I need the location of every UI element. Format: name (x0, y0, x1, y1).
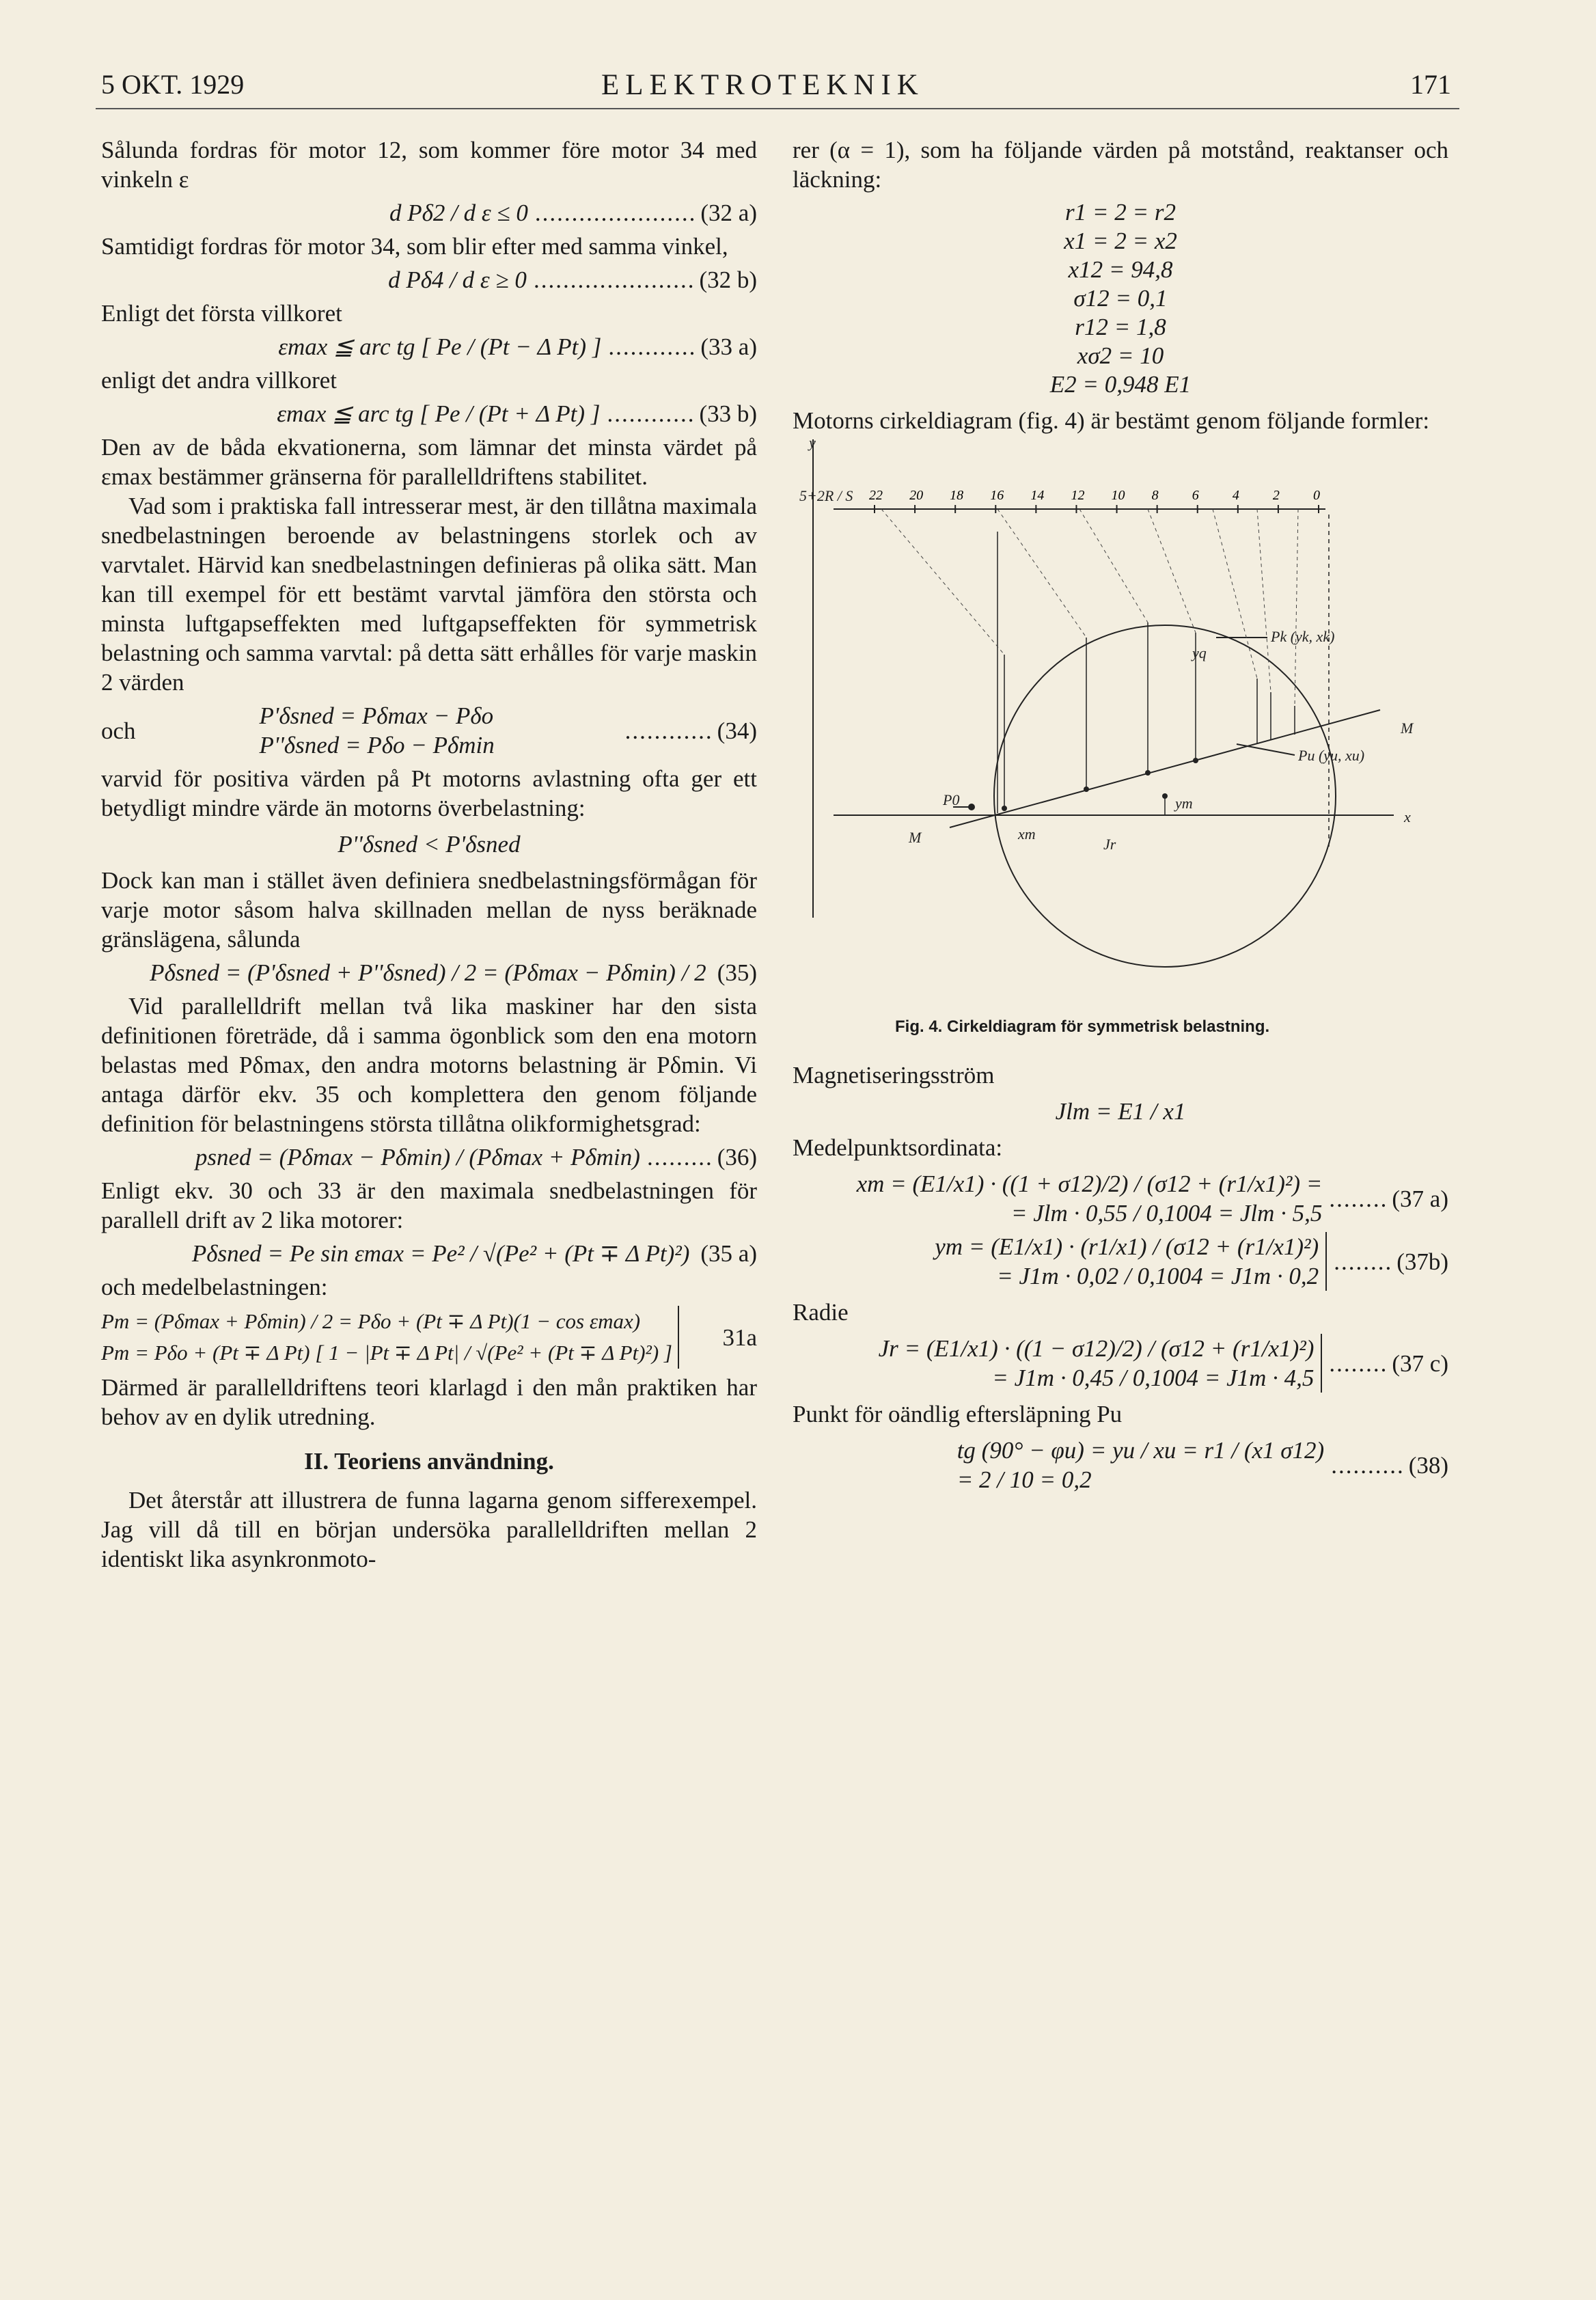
scale-tick-label: 16 (990, 488, 1004, 503)
scale-tick-label: 8 (1151, 488, 1159, 503)
label-M-right: M (1401, 720, 1414, 737)
formula: εmax ≦ arc tg [ Pe / (Pt + Δ Pt) ] (277, 400, 601, 427)
paragraph: Vid parallelldrift mellan två lika maskiner har den sista definitionen företräde, då i samma ögonblick som den ena motorn belastas med Pδmax, den andra motorns belastning är Pδmin. Vi antaga därför ekv. 35 och komplettera den genom följande definition för belastningens största tillåtna olikformighetsgrad: (101, 993, 757, 1137)
leader-dots: .......... (1331, 1451, 1405, 1479)
paragraph: Samtidigt fordras för motor 34, som blir efter med samma vinkel, (101, 233, 728, 260)
formula: P'δsned = Pδmax − Pδo (259, 702, 494, 729)
equation-35a (101, 1239, 757, 1268)
paragraph: Den av de båda ekvationerna, som lämnar det minsta värdet på εmax bestämmer gränserna för parallelldriftens stabilitet. (101, 434, 757, 490)
leader-dots: ...................... (533, 266, 696, 293)
equation-32b (101, 265, 757, 295)
leader-dots: ........ (1329, 1350, 1388, 1377)
point-P0 (968, 804, 975, 810)
scale-tick-label: 6 (1192, 488, 1199, 503)
label-Pu: Pu (yu, xu) (1298, 747, 1365, 764)
paragraph: enligt det andra villkoret (101, 367, 338, 394)
formula: d Pδ2 / d ε ≤ 0 (389, 200, 528, 226)
formula: d Pδ4 / d ε ≥ 0 (388, 266, 527, 293)
equation-number: (33 a) (700, 333, 757, 360)
equation-number: (32 b) (699, 266, 757, 293)
formula: ym = (E1/x1) · (r1/x1) / (σ12 + (r1/x1)²) (935, 1233, 1319, 1260)
formula: Pδsned = (P'δsned + P''δsned) / 2 = (Pδmax − Pδmin) / 2 (150, 959, 706, 986)
leader-dots: ........ (1334, 1248, 1393, 1275)
equation-number: (37 c) (1392, 1350, 1448, 1377)
label-xm: xm (1018, 825, 1036, 843)
parameter-list (793, 198, 1448, 399)
label-text: Medelpunktsordinata: (793, 1134, 1003, 1161)
paragraph: Motorns cirkeldiagram (fig. 4) är bestämt genom följande formler: (793, 407, 1430, 434)
circle-point (1002, 806, 1007, 811)
scale-tick-label: 12 (1071, 488, 1085, 503)
label-x-axis: x (1404, 808, 1411, 825)
equation-number: (33 b) (699, 400, 757, 427)
equation-number: 31a (722, 1324, 757, 1351)
formula-lines (857, 1169, 1323, 1228)
paragraph: Enligt ekv. 30 och 33 är den maximala snedbelastningen för parallell drift av 2 lika motorer: (101, 1177, 757, 1233)
leader-dots: ............ (607, 400, 696, 427)
equation-35 (101, 958, 757, 987)
label-M-left: M (909, 829, 922, 846)
left-column (101, 135, 757, 1574)
formula: = J1m · 0,45 / 0,1004 = J1m · 4,5 (992, 1365, 1315, 1391)
header-date: 5 OKT. 1929 (101, 69, 245, 100)
formula: = J1m · 0,02 / 0,1004 = J1m · 0,2 (997, 1263, 1319, 1289)
label-Jr: Jr (1103, 836, 1116, 853)
label-P0: P0 (943, 791, 960, 808)
figure-caption: Fig. 4. Cirkeldiagram för symmetrisk belastning. (895, 1017, 1270, 1036)
equation-36 (101, 1142, 757, 1172)
equation-33a (101, 332, 757, 361)
scale-tick-label: 18 (950, 488, 964, 503)
parameter-value: r12 = 1,8 (1075, 314, 1166, 340)
formula: = Jlm · 0,55 / 0,1004 = Jlm · 5,5 (1010, 1200, 1323, 1227)
formula: Pm = (Pδmax + Pδmin) / 2 = Pδo + (Pt ∓ Δ Pt)(1 − cos εmax) (101, 1309, 641, 1333)
header-title: ELEKTROTEKNIK (601, 69, 924, 101)
parameter-value: x12 = 94,8 (1068, 256, 1173, 283)
label-text: Radie (793, 1299, 849, 1326)
parameter-value: xσ2 = 10 (1077, 342, 1164, 369)
circle-center (1162, 793, 1168, 799)
scale-tick-label: 20 (909, 488, 924, 503)
guide-lines (881, 509, 1298, 706)
equation-number: (38) (1408, 1451, 1448, 1479)
scale-tick-label: 0 (1313, 488, 1320, 503)
label-text: Magnetiseringsström (793, 1062, 995, 1089)
parameter-value: σ12 = 0,1 (1073, 285, 1168, 312)
label-text: Punkt för oändlig eftersläpning Pu (793, 1401, 1123, 1427)
equation-34 (101, 701, 757, 760)
formula: psned = (Pδmax − Pδmin) / (Pδmax + Pδmin) (195, 1144, 640, 1170)
label-Pk: Pk (yk, xk) (1271, 628, 1335, 645)
paragraph: Sålunda fordras för motor 12, som kommer före motor 34 med vinkeln ε (101, 137, 757, 193)
equation-33b (101, 399, 757, 428)
formula: εmax ≦ arc tg [ Pe / (Pt − Δ Pt) ] (278, 333, 602, 360)
parameter-value: r1 = 2 = r2 (1065, 199, 1176, 225)
equation-31a (101, 1306, 757, 1369)
formula: xm = (E1/x1) · ((1 + σ12)/2) / (σ12 + (r1/x1)²) = (856, 1170, 1323, 1197)
scale-tick-label: 22 (869, 488, 883, 503)
equation-number: (34) (717, 717, 757, 744)
equation-number: (37b) (1396, 1248, 1448, 1275)
formula-lines (879, 1334, 1323, 1393)
equation-number: (37 a) (1392, 1185, 1448, 1212)
equation-number: (32 a) (700, 200, 757, 226)
circle-point (1145, 770, 1151, 776)
formula: P''δsned = Pδo − Pδmin (259, 732, 495, 758)
section-heading: II. Teoriens användning. (304, 1448, 554, 1475)
leader-dots: ......... (646, 1144, 713, 1170)
scale-tick-label: 4 (1232, 488, 1239, 503)
equation-prefix: och (101, 717, 136, 744)
paragraph: varvid för positiva värden på Pt motorns avlastning ofta ger ett betydligt mindre värde än motorns överbelastning: (101, 765, 757, 821)
inequality: P''δsned < P'δsned (338, 831, 521, 858)
equation-37b (793, 1232, 1448, 1291)
paragraph: Vad som i praktiska fall intresserar mest, är den tillåtna maximala snedbelastningen beroende av belastningens storlek och av varvtalet. Härvid kan snedbelastningen definieras på olika sätt. Man kan till exempel för ett bestämt varvtal jämföra den största och minsta luftgapseffekten med luftgapseffekten för symmetrisk belastning och samma varvtal: på detta sätt erhålles för varje maskin 2 värden (101, 493, 757, 696)
equation-37c (793, 1334, 1448, 1393)
formula-lines (935, 1232, 1327, 1291)
formula-lines (957, 1436, 1325, 1494)
label-yq: yq (1192, 644, 1207, 661)
circle-diagram-svg (793, 439, 1448, 1007)
equation-number: (36) (717, 1144, 757, 1170)
leader-dots: ............ (608, 333, 697, 360)
points (968, 758, 1198, 811)
formula: Pδsned = Pe sin εmax = Pe² / √(Pe² + (Pt ∓ Δ Pt)²) (191, 1240, 690, 1267)
equation-38 (793, 1436, 1448, 1494)
chords (998, 515, 1329, 849)
formula-lines (101, 1306, 679, 1369)
paragraph: Därmed är parallelldriftens teori klarlagd i den mån praktiken har behov av en dylik utredning. (101, 1374, 757, 1430)
scale-tick-label: 2 (1272, 488, 1280, 503)
circle-diagram-figure (793, 439, 1448, 1007)
paragraph: och medelbelastningen: (101, 1274, 328, 1300)
equation-number: (35 a) (700, 1240, 757, 1267)
equation-32a (101, 198, 757, 228)
formula: Jr = (E1/x1) · ((1 − σ12)/2) / (σ12 + (r1/x1)²) (878, 1335, 1315, 1362)
parameter-value: E2 = 0,948 E1 (1049, 371, 1192, 398)
header-page-number: 171 (1410, 69, 1451, 100)
parameter-value: x1 = 2 = x2 (1064, 228, 1177, 254)
paragraph: Dock kan man i stället även definiera snedbelastningsförmågan för varje motor såsom halva skillnaden mellan de nyss beräknade gränslägena, sålunda (101, 867, 757, 953)
circle-point (1193, 758, 1198, 763)
scale-tick-label: 10 (1111, 488, 1125, 503)
circle-point (1084, 786, 1089, 792)
equation-37a (793, 1169, 1448, 1228)
scale-tick-label: 14 (1030, 488, 1045, 503)
leader-dots: ........ (1329, 1185, 1388, 1212)
formula: = 2 / 10 = 0,2 (957, 1466, 1092, 1493)
header-rule (96, 108, 1459, 109)
leader-dots: ...................... (534, 200, 697, 226)
paragraph: Det återstår att illustrera de funna lagarna genom sifferexempel. Jag vill då till en början undersöka parallelldriften mellan 2 identiskt lika asynkronmoto- (101, 1487, 757, 1572)
pointer-line (1237, 744, 1295, 755)
formula: tg (90° − φu) = yu / xu = r1 / (x1 σ12) (957, 1437, 1325, 1464)
formula-lines (259, 701, 494, 760)
corner-label: 5+2R / S (799, 487, 853, 504)
label-top: y (809, 439, 816, 451)
label-ym: ym (1175, 795, 1193, 812)
equation-jlm: Jlm = E1 / x1 (1055, 1098, 1186, 1125)
right-column (793, 135, 1448, 1498)
formula: Pm = Pδo + (Pt ∓ Δ Pt) [ 1 − |Pt ∓ Δ Pt| / √(Pe² + (Pt ∓ Δ Pt)²) ] (101, 1341, 672, 1365)
leader-dots: ............ (624, 717, 713, 744)
equation-number: (35) (717, 959, 757, 986)
paragraph: Enligt det första villkoret (101, 300, 342, 327)
paragraph: rer (α = 1), som ha följande värden på motstånd, reaktanser och läckning: (793, 137, 1448, 193)
